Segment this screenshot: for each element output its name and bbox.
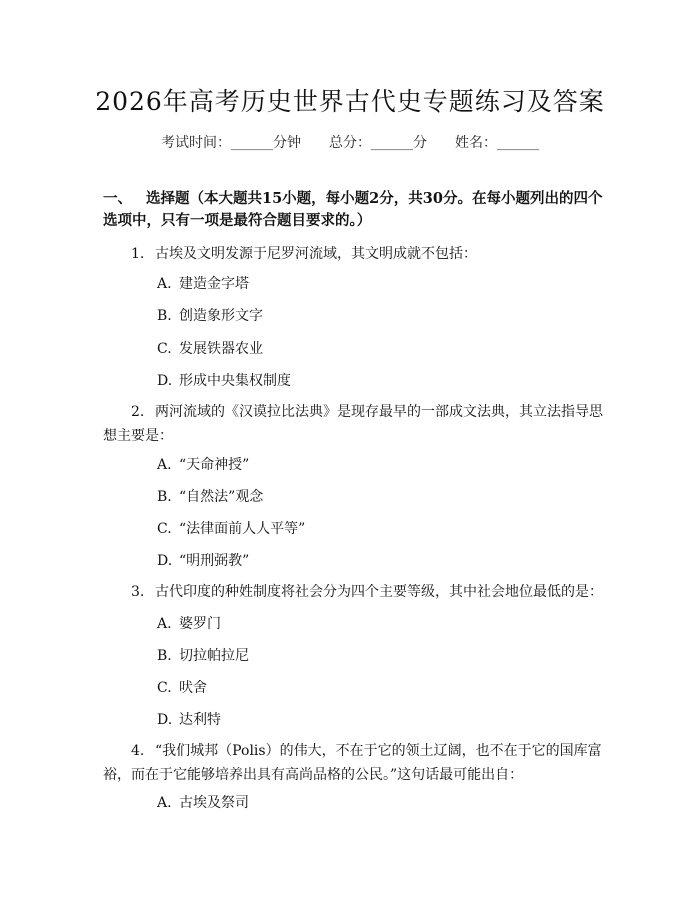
question-3 [103, 580, 603, 604]
question-2 [103, 400, 603, 448]
option-text: “明刑弼教” [179, 553, 250, 569]
page-title: 2026年高考历史世界古代史专题练习及答案 [95, 87, 605, 116]
question-number: 1. [131, 246, 145, 262]
question-1-option-a [157, 273, 249, 295]
question-4-option-a [157, 792, 249, 814]
option-text: 发展铁器农业 [179, 341, 263, 357]
option-letter: B. [157, 308, 172, 324]
section-instructions: 选择题（本大题共15小题，每小题2分，共30分。在每小题列出的四个选项中，只有一项是最符合题目要求的。） [103, 190, 603, 229]
question-3-option-b [157, 645, 249, 667]
option-letter: D. [157, 712, 173, 728]
total-score-label: 总分：______分 [329, 135, 427, 151]
section-index: 一、 [103, 190, 132, 207]
question-1 [103, 242, 603, 266]
option-letter: D. [157, 553, 173, 569]
question-4 [103, 739, 603, 787]
option-letter: C. [157, 521, 172, 537]
question-3-option-d [157, 709, 221, 731]
option-text: 达利特 [179, 712, 221, 728]
question-number: 2. [131, 404, 145, 420]
option-text: “自然法”观念 [179, 489, 264, 505]
option-text: 建造金字塔 [179, 276, 249, 292]
option-text: “天命神授” [179, 457, 250, 473]
question-stem: “我们城邦（Polis）的伟大，不在于它的领土辽阔，也不在于它的国库富裕，而在于它能够培养出具有高尚品格的公民。”这句话最可能出自： [103, 743, 602, 783]
option-text: 婆罗门 [179, 616, 221, 632]
option-letter: C. [157, 341, 172, 357]
section-heading [103, 188, 603, 232]
question-1-option-b [157, 305, 263, 327]
question-2-option-b [157, 486, 263, 508]
option-letter: B. [157, 489, 172, 505]
option-text: 吠舍 [179, 680, 207, 696]
question-number: 4. [131, 743, 145, 759]
option-text: 形成中央集权制度 [179, 373, 291, 389]
option-letter: A. [157, 457, 172, 473]
question-stem: 古埃及文明发源于尼罗河流域，其文明成就不包括： [155, 246, 477, 262]
question-2-option-d [157, 550, 249, 572]
question-3-option-a [157, 613, 221, 635]
option-text: 古埃及祭司 [179, 795, 249, 811]
question-2-option-c [157, 518, 305, 540]
question-1-option-c [157, 338, 263, 360]
exam-info-line [0, 132, 700, 152]
exam-time-label: 考试时间：______分钟 [161, 135, 301, 151]
option-text: 切拉帕拉尼 [179, 648, 249, 664]
option-letter: B. [157, 648, 172, 664]
option-letter: A. [157, 795, 172, 811]
question-number: 3. [131, 584, 145, 600]
question-stem: 两河流域的《汉谟拉比法典》是现存最早的一部成文法典，其立法指导思想主要是： [103, 404, 603, 444]
option-text: 创造象形文字 [179, 308, 263, 324]
option-letter: A. [157, 276, 172, 292]
question-stem: 古代印度的种姓制度将社会分为四个主要等级，其中社会地位最低的是： [155, 584, 603, 600]
question-3-option-c [157, 677, 207, 699]
option-letter: C. [157, 680, 172, 696]
question-2-option-a [157, 454, 249, 476]
option-text: “法律面前人人平等” [179, 521, 306, 537]
question-1-option-d [157, 370, 291, 392]
student-name-label: 姓名：______ [455, 135, 539, 151]
option-letter: A. [157, 616, 172, 632]
option-letter: D. [157, 373, 173, 389]
